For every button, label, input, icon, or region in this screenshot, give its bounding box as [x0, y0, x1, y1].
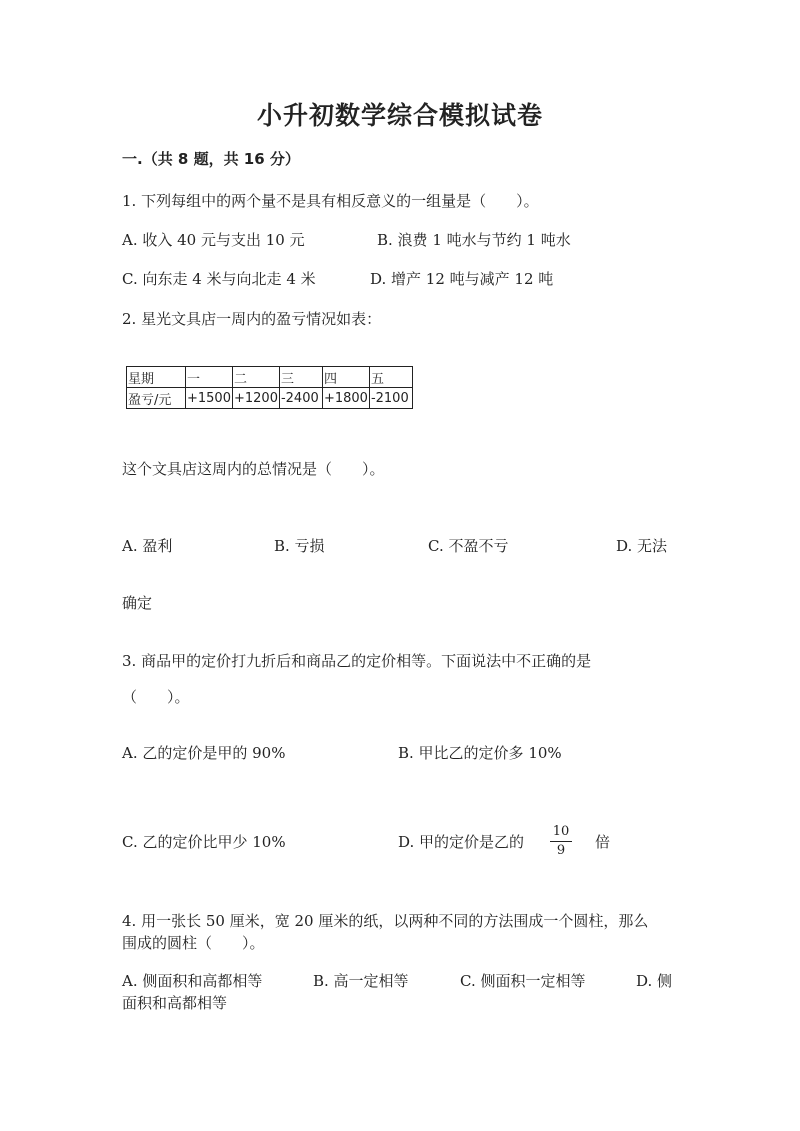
q4-stem-continued: 围成的圆柱（ ）。 — [122, 934, 265, 952]
profit-loss-table — [126, 366, 413, 409]
q3-option-b: B. 甲比乙的定价多 10% — [398, 744, 562, 762]
table-cell: 四 — [322, 367, 369, 388]
q1-option-b: B. 浪费 1 吨水与节约 1 吨水 — [377, 231, 571, 249]
fraction-numerator: 10 — [552, 824, 570, 839]
table-cell: 一 — [186, 367, 233, 388]
q2-option-d-continued: 确定 — [122, 594, 153, 612]
page-title: 小升初数学综合模拟试卷 — [256, 101, 543, 130]
table-cell: -2400 — [279, 388, 322, 409]
q4-stem: 4. 用一张长 50 厘米，宽 20 厘米的纸，以两种不同的方法围成一个圆柱，那么 — [122, 912, 649, 930]
table-cell: 星期 — [127, 367, 186, 388]
q3-option-c: C. 乙的定价比甲少 10% — [122, 833, 286, 851]
q4-option-a: A. 侧面积和高都相等 — [122, 972, 263, 990]
q2-question: 这个文具店这周内的总情况是（ ）。 — [122, 460, 385, 478]
table-cell: 五 — [369, 367, 412, 388]
table-cell: 三 — [279, 367, 322, 388]
q4-option-b: B. 高一定相等 — [313, 972, 409, 990]
q3-option-d-suffix: 倍 — [595, 833, 611, 851]
q3-stem-continued: （ ）。 — [122, 688, 190, 706]
table-cell: +1800 — [322, 388, 369, 409]
q4-option-d-continued: 面积和高都相等 — [122, 994, 228, 1012]
q4-option-c: C. 侧面积一定相等 — [460, 972, 586, 990]
q2-option-a: A. 盈利 — [122, 537, 173, 555]
q2-option-d: D. 无法 — [616, 537, 668, 555]
q2-option-c: C. 不盈不亏 — [428, 537, 509, 555]
table-row — [127, 367, 413, 388]
fraction-bar — [550, 841, 572, 842]
fraction-ten-ninths — [550, 824, 572, 859]
q3-option-d: D. 甲的定价是乙的 — [398, 833, 525, 851]
q1-option-d: D. 增产 12 吨与减产 12 吨 — [370, 270, 554, 288]
table-row — [127, 388, 413, 409]
table-cell: -2100 — [369, 388, 412, 409]
table-cell: 二 — [232, 367, 279, 388]
q2-stem: 2. 星光文具店一周内的盈亏情况如表： — [122, 310, 382, 328]
q1-stem: 1. 下列每组中的两个量不是具有相反意义的一组量是（ ）。 — [122, 192, 539, 210]
table-cell: +1500 — [186, 388, 233, 409]
q3-option-a: A. 乙的定价是甲的 90% — [122, 744, 286, 762]
fraction-denominator: 9 — [556, 843, 566, 858]
q2-option-b: B. 亏损 — [274, 537, 325, 555]
q1-option-c: C. 向东走 4 米与向北走 4 米 — [122, 270, 316, 288]
table-cell: +1200 — [232, 388, 279, 409]
section-heading: 一.（共 8 题，共 16 分） — [122, 150, 300, 168]
q3-stem: 3. 商品甲的定价打九折后和商品乙的定价相等。下面说法中不正确的是 — [122, 652, 592, 670]
q4-option-d: D. 侧 — [636, 972, 673, 990]
table-cell: 盈亏/元 — [127, 388, 186, 409]
q1-option-a: A. 收入 40 元与支出 10 元 — [122, 231, 305, 249]
